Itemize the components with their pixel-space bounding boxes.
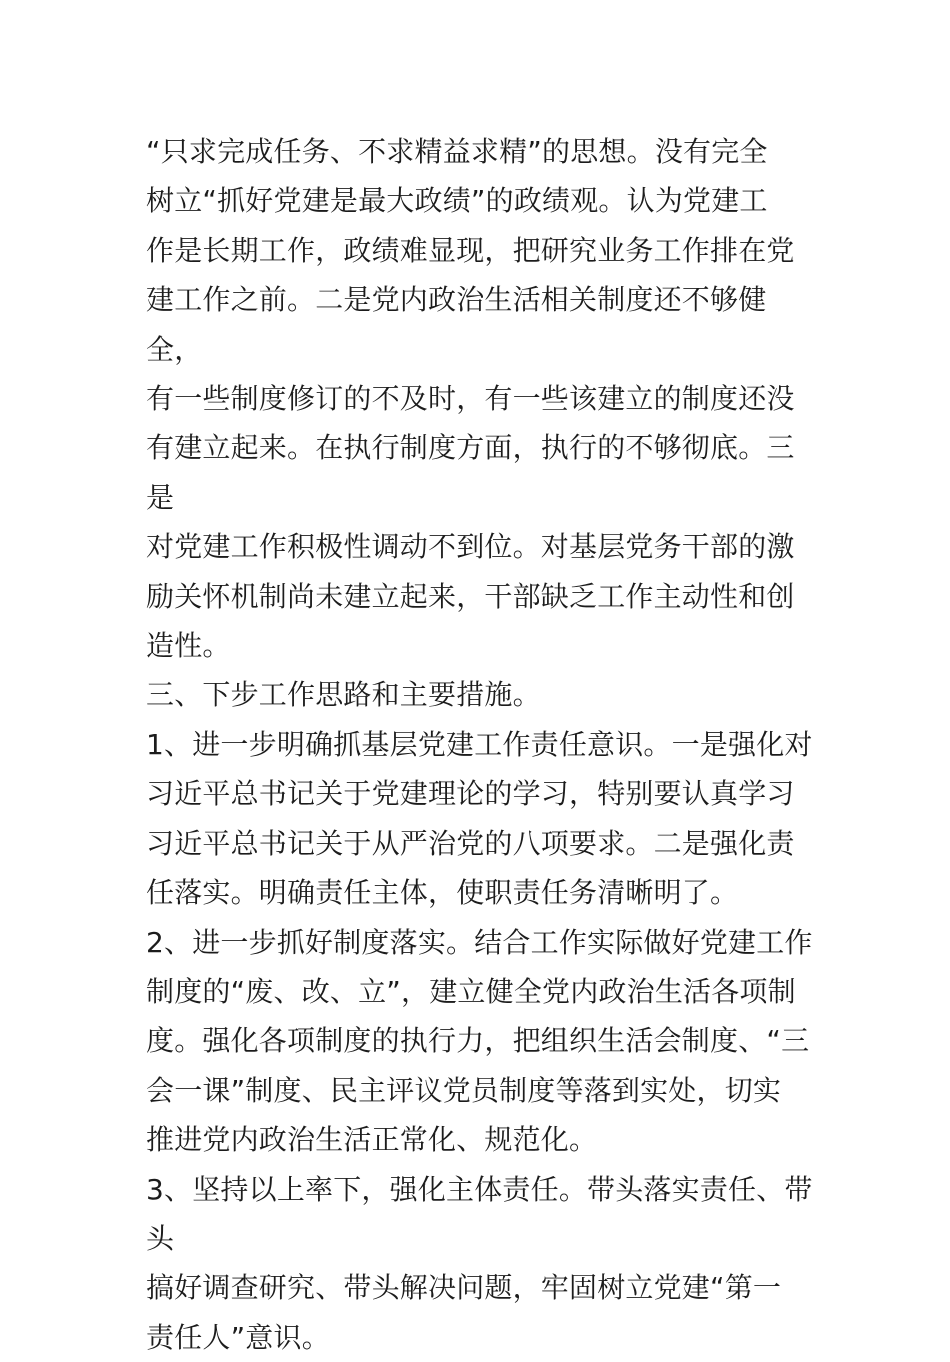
section-heading-next-steps: 三、下步工作思路和主要措施。 [146, 678, 541, 712]
paragraph-measure-1: 1、进一步明确抓基层党建工作责任意识。一是强化对 习近平总书记关于党建理论的学习，特别要认真学习 习近平总书记关于从严治党的八项要求。二是强化责 任落实。明确责任主体，使职责任务清晰明了。 [146, 727, 813, 910]
document-body [146, 127, 822, 1362]
paragraph-measure-3: 3、坚持以上率下，强化主体责任。带头落实责任、带头 搞好调查研究、带头解决问题，牢固树立党建“第一 责任人”意识。 [146, 1172, 813, 1354]
paragraph-measure-2: 2、进一步抓好制度落实。结合工作实际做好党建工作 制度的“废、改、立”，建立健全党内政治生活各项制 度。强化各项制度的执行力，把组织生活会制度、“三 会一课”制度、民主评议党员制度等落到实处，切实 推进党内政治生活正常化、规范化。 [146, 925, 813, 1157]
paragraph-problems-continued: “只求完成任务、不求精益求精”的思想。没有完全 树立“抓好党建是最大政绩”的政绩观。认为党建工 作是长期工作，政绩难显现，把研究业务工作排在党 建工作之前。二是党内政治生活相关制度还不够健全， 有一些制度修订的不及时，有一些该建立的制度还没 有建立起来。在执行制度方面，执行的不够彻底。三是 对党建工作积极性调动不到位。对基层党务干部的激 励关怀机制尚未建立起来，干部缺乏工作主动性和创 造性。 [146, 135, 795, 663]
